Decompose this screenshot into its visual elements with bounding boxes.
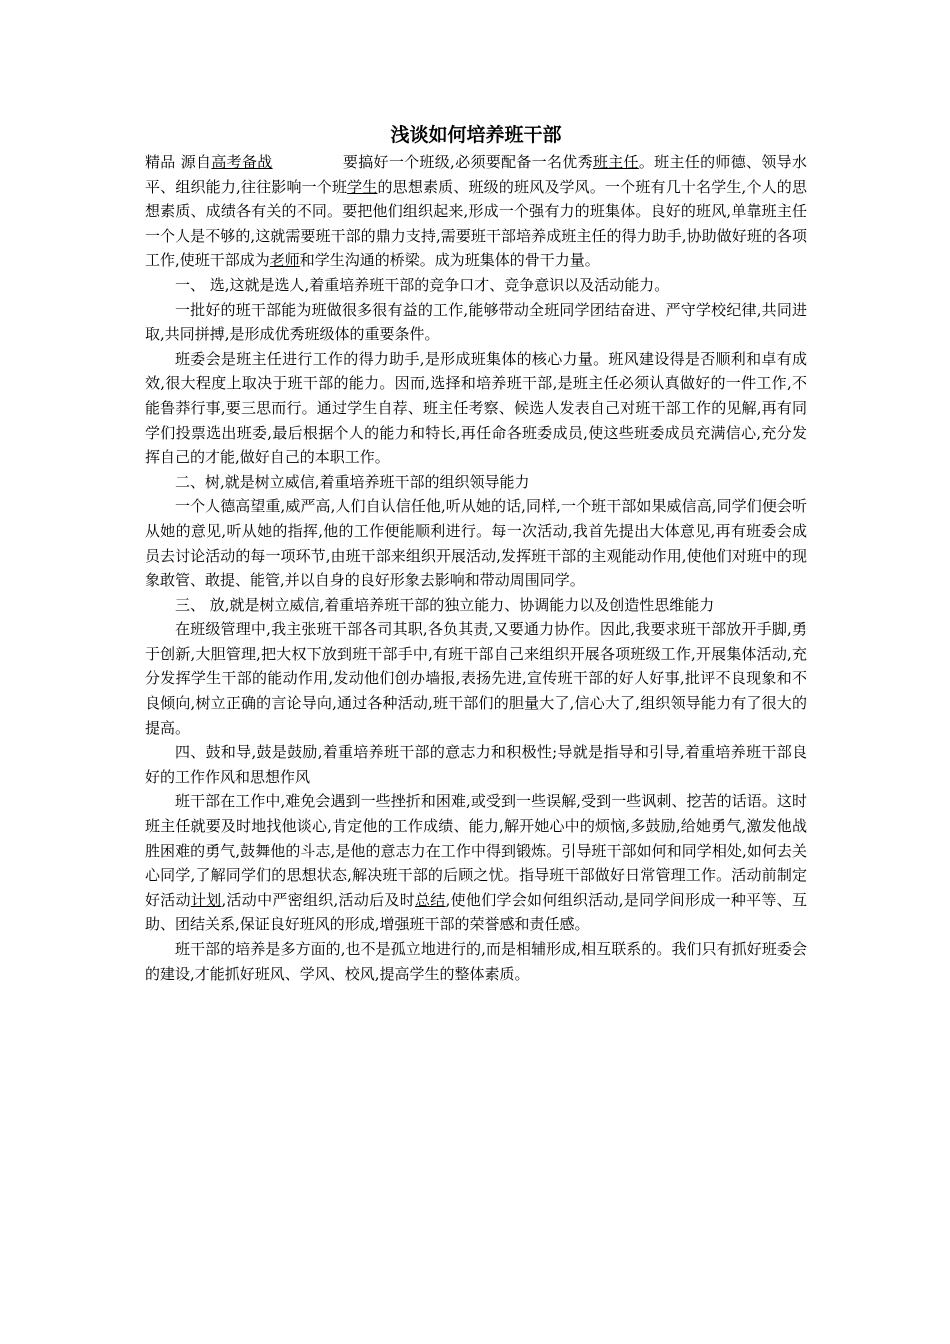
intro-text-4: 和学生沟通的桥梁。成为班集体的骨干力量。 bbox=[299, 251, 600, 270]
guidance-text-1: 班干部在工作中,难免会遇到一些挫折和困难,或受到一些误解,受到一些讽刺、挖苦的话语。这时班主任就要及时地找他谈心,肯定他的工作成绩、能力,解开她心中的烦恼,多鼓励,给她勇气,激发他战胜困难的勇气,鼓舞他的斗志,是他的意志力在工作中得到锻炼。引导班干部如何和同学相处,如何去关心同学,了解同学们的思想状态,解决班干部的后顾之忧。指导班干部做好日常管理工作。活动前制定好活动 bbox=[145, 792, 807, 909]
intro-text-2: 。班主任的师德、领导水平、组织能力,往往影响一个班 bbox=[145, 153, 807, 196]
paragraph-conclusion: 班干部的培养是多方面的,也不是孤立地进行的,而是相辅形成,相互联系的。我们只有抓好班委会的建设,才能抓好班风、学风、校风,提高学生的整体素质。 bbox=[145, 940, 807, 983]
paragraph-encourage-guide bbox=[145, 789, 807, 937]
paragraph-establish: 一个人德高望重,威严高,人们自认信任他,听从她的话,同样,一个班干部如果威信高,同学们便会听从她的意见,听从她的指挥,他的工作便能顺利进行。每一次活动,我首先提出大体意见,再有班委会成员去讨论活动的每一项环节,由班干部来组织开展活动,发挥班干部的主观能动作用,使他们对班中的现象敢管、敢提、能管,并以自身的良好形象去影响和带动周围同学。 bbox=[145, 497, 807, 590]
intro-prefix: 精品 源自 bbox=[145, 153, 212, 171]
heading-encourage-guide: 四、鼓和导,鼓是鼓励,着重培养班干部的意志力和积极性;导就是指导和引导,着重培养班干部良好的工作作风和思想作风 bbox=[145, 743, 807, 786]
document-page bbox=[145, 120, 807, 986]
page-title: 浅谈如何培养班干部 bbox=[390, 124, 562, 146]
heading-establish: 二、树,就是树立威信,着重培养班干部的组织领导能力 bbox=[175, 472, 530, 491]
guidance-text-2: ,活动中严密组织,活动后及时 bbox=[221, 890, 415, 909]
intro-paragraph bbox=[145, 150, 807, 273]
source-link[interactable]: 高考备战 bbox=[211, 153, 273, 171]
intro-text-3: 的思想素质、班级的班风及学风。一个班有几十名学生,个人的思想素质、成绩各有关的不同。要把他们组织起来,形成一个强有力的班集体。良好的班风,单靠班主任一个人是不够的,这就需要班干部的鼎力支持,需要班干部培养成班主任的得力助手,协助做好班的各项工作,使班干部成为 bbox=[145, 177, 807, 270]
guidance-text-3: ,使他们学会如何组织活动,是同学间形成一种平等、互助、团结关系,保证良好班风的形成,增强班干部的荣誉感和责任感。 bbox=[145, 890, 807, 934]
intro-text-1: 要搞好一个班级,必须要配备一名优秀 bbox=[342, 153, 593, 171]
heading-select: 一、 选,这就是选人,着重培养班干部的竞争口才、竞争意识以及活动能力。 bbox=[175, 275, 670, 294]
heading-delegate: 三、 放,就是树立威信,着重培养班干部的独立能力、协调能力以及创造性思维能力 bbox=[175, 595, 715, 614]
banzhuren-link[interactable]: 班主任 bbox=[592, 153, 639, 171]
zongjie-link[interactable]: 总结 bbox=[414, 890, 446, 909]
jihua-link[interactable]: 计划 bbox=[190, 890, 222, 909]
xuesheng-link[interactable]: 学生 bbox=[347, 177, 378, 196]
paragraph-delegate: 在班级管理中,我主张班干部各司其职,各负其责,又要通力协作。因此,我要求班干部放开手脚,勇于创新,大胆管理,把大权下放到班干部手中,有班干部自己来组织开展各项班级工作,开展集体活动,充分发挥学生干部的能动作用,发动他们创办墙报,表扬先进,宣传班干部的好人好事,批评不良现象和不良倾向,树立正确的言论导向,通过各种活动,班干部们的胆量大了,信心大了,组织领导能力有了很大的提高。 bbox=[145, 620, 807, 737]
paragraph-select-1: 一批好的班干部能为班做很多很有益的工作,能够带动全班同学团结奋进、严守学校纪律,共同进取,共同拼搏,是形成优秀班级体的重要条件。 bbox=[145, 300, 807, 344]
laoshi-link[interactable]: 老师 bbox=[269, 251, 300, 270]
paragraph-select-2: 班委会是班主任进行工作的得力助手,是形成班集体的核心力量。班风建设得是否顺利和卓有成效,很大程度上取决于班干部的能力。因而,选择和培养班干部,是班主任必须认真做好的一件工作,不能鲁莽行事,要三思而行。通过学生自荐、班主任考察、候选人发表自己对班干部工作的见解,再有同学们投票选出班委,最后根据个人的能力和特长,再任命各班委成员,使这些班委成员充满信心,充分发挥自己的才能,做好自己的本职工作。 bbox=[145, 349, 807, 467]
